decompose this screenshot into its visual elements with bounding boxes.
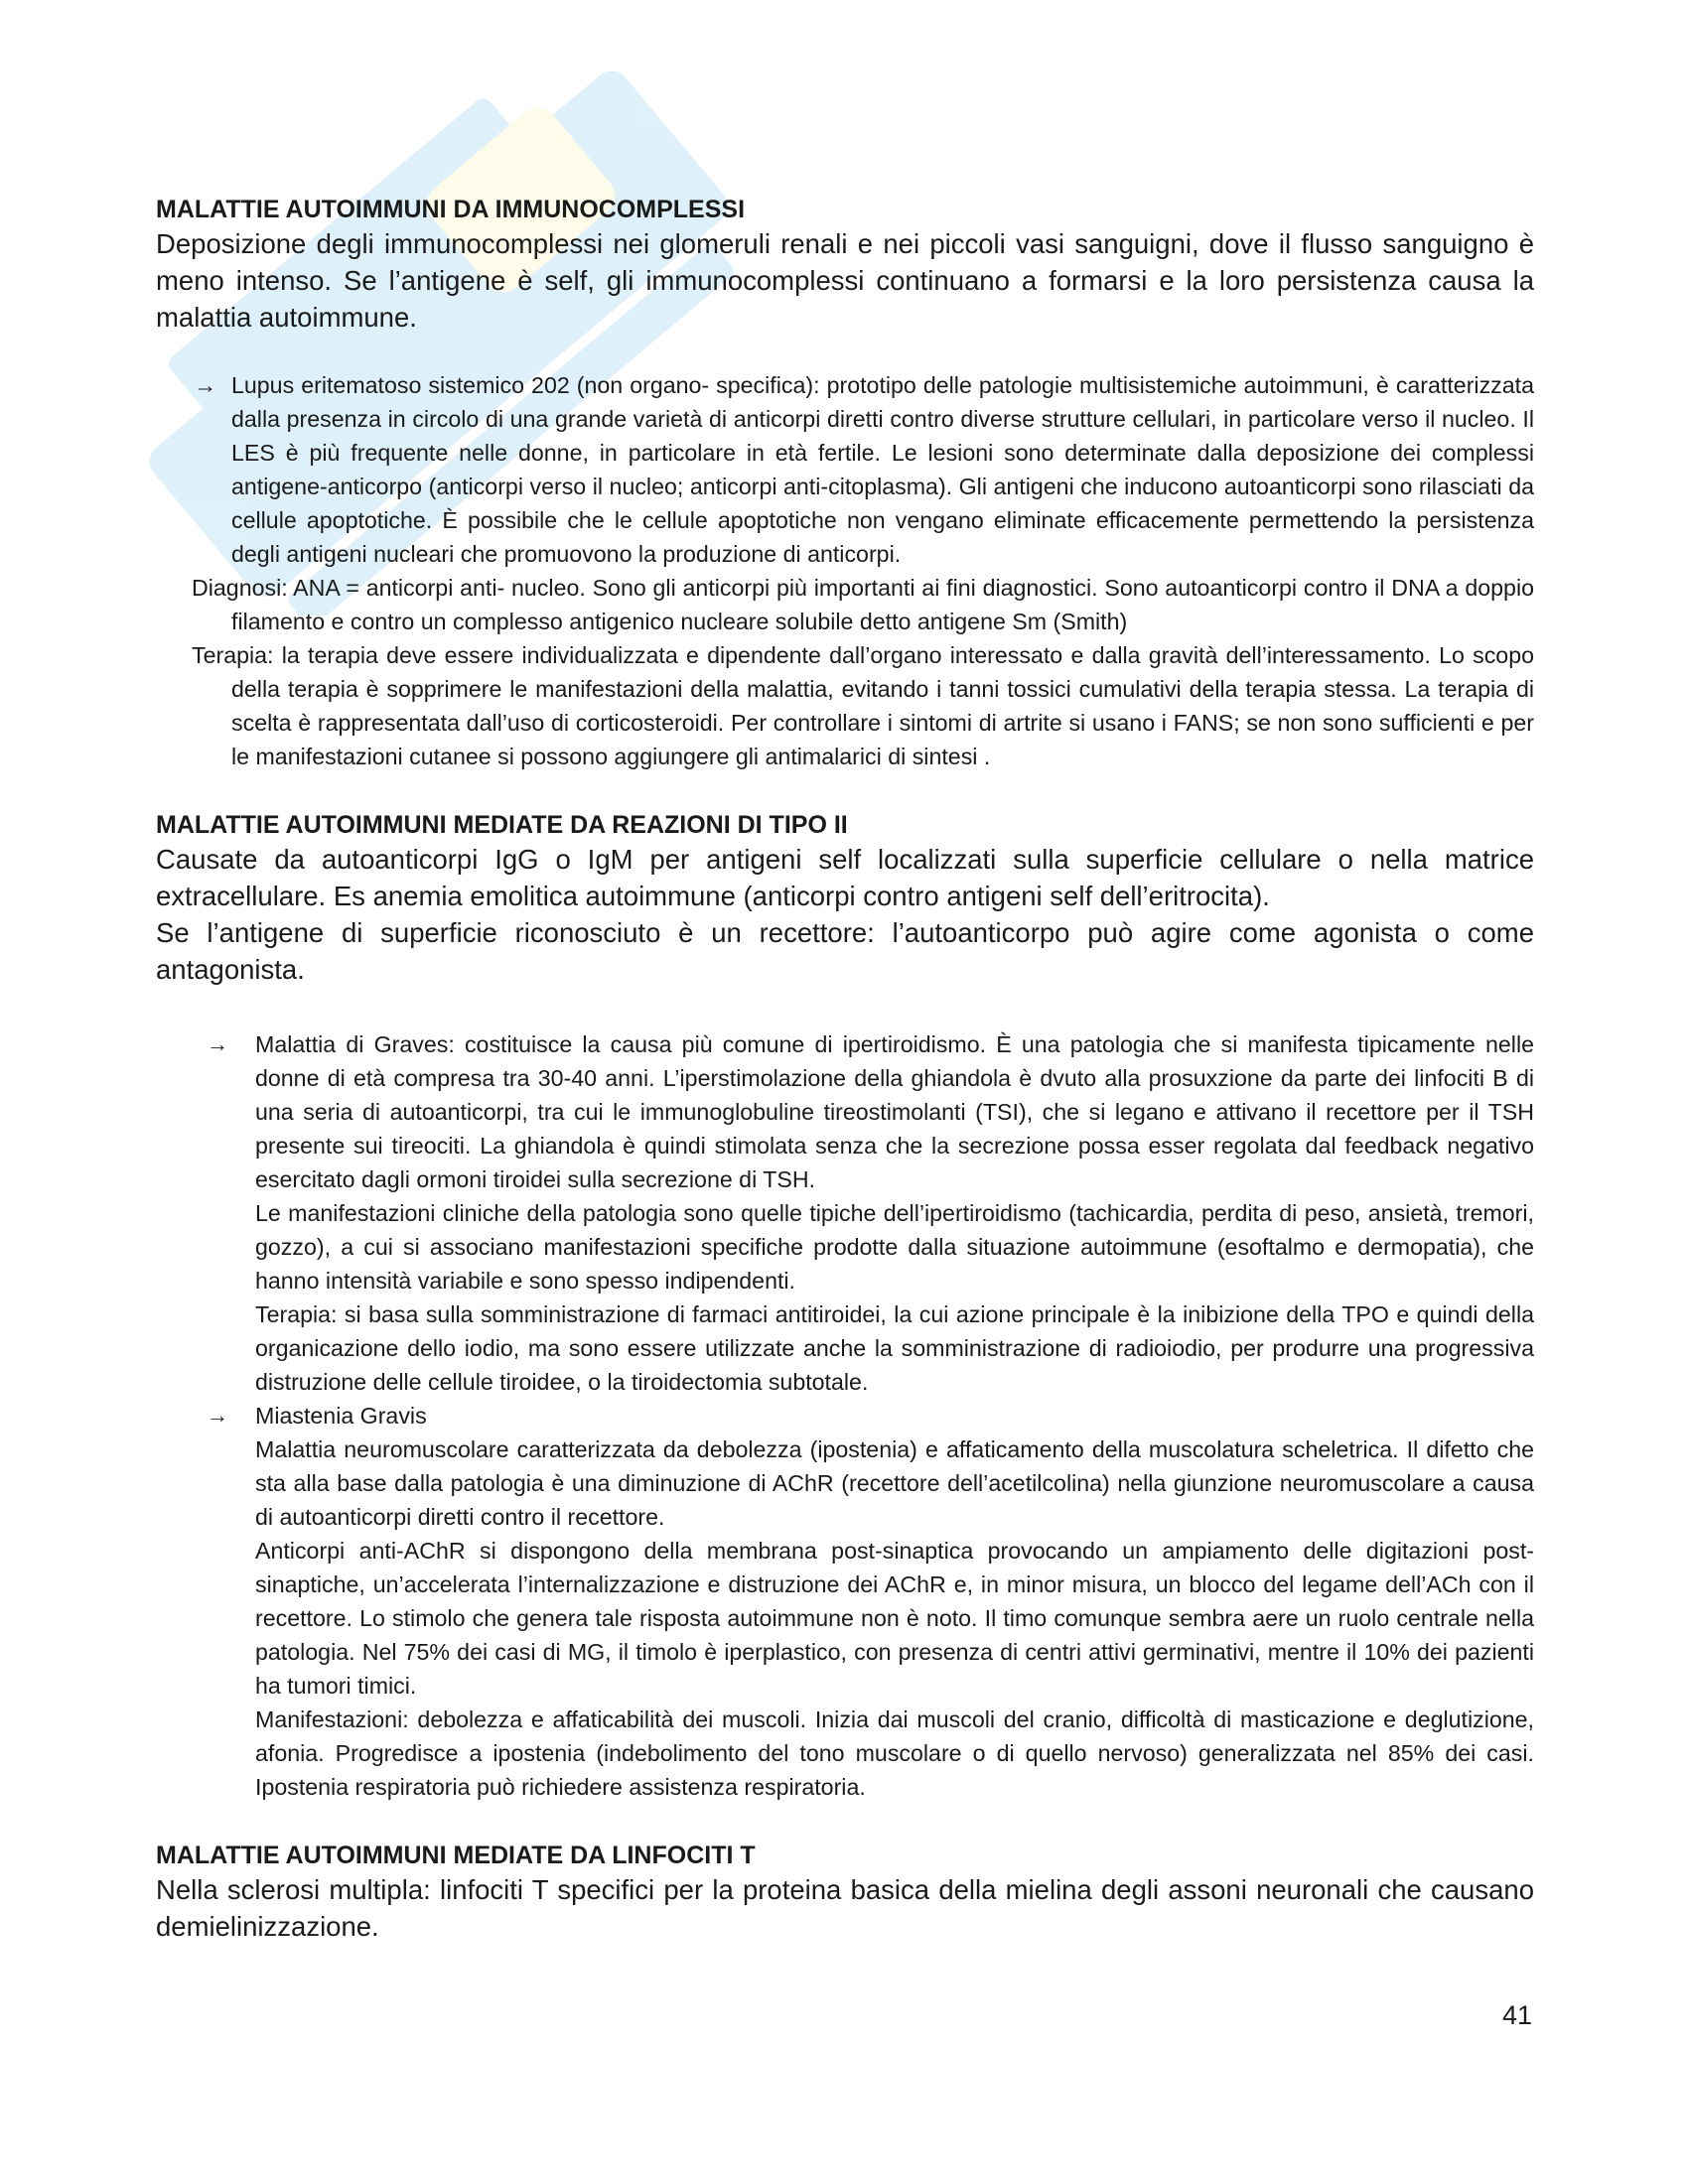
therapy-text: Terapia: la terapia deve essere individualizzata e dipendente dall’organo interessato e dalla gravità dell’interessamento. Lo scopo della terapia è sopprimere le manifestazioni della malattia, evitando i tanni tossici cumulativi della terapia stessa. La terapia di scelta è rappresentata dall’uso di corticosteroidi. Per controllare i sintomi di artrite si usano i FANS; se non sono sufficienti e per le manifestazioni cutanee si possono aggiungere gli antimalarici di sintesi . [192, 642, 1534, 769]
section-heading-tcell: MALATTIE AUTOIMMUNI MEDIATE DA LINFOCITI T [156, 1842, 756, 1869]
type2-intro-2: Se l’antigene di superficie riconosciuto è un recettore: l’autoanticorpo può agire come agonista o come antagonista. [156, 917, 1534, 985]
list-item-myasthenia [156, 1399, 1534, 1804]
myasthenia-paragraph-3: Manifestazioni: debolezza e affaticabilità dei muscoli. Inizia dai muscoli del cranio, difficoltà di masticazione e deglutizione, afonia. Progredisce a ipostenia (indebolimento del tono muscolare o di quello nervoso) generalizzata nel 85% dei casi. Ipostenia respiratoria può richiedere assistenza respiratoria. [255, 1706, 1534, 1800]
myasthenia-paragraph-2: Anticorpi anti-AChR si dispongono della membrana post-sinaptica provocando un ampiamento delle digitazioni post-sinaptiche, un’accelerata l’internalizzazione e distruzione dei AChR e, in minor misura, un blocco del legame dell’ACh con il recettore. Lo stimolo che genera tale risposta autoimmune non è noto. Il timo comunque sembra aere un ruolo centrale nella patologia. Nel 75% dei casi di MG, il timolo è iperplastico, con presenza di centri attivi germinativi, mentre il 10% dei pazienti ha tumori timici. [255, 1538, 1534, 1699]
arrow-icon: → [207, 1031, 228, 1056]
immunocomplex-intro: Deposizione degli immunocomplessi nei glomeruli renali e nei piccoli vasi sanguigni, dove il flusso sanguigno è meno intenso. Se l’antigene è self, gli immunocomplessi continuano a formarsi e la loro persistenza causa la malattia autoimmune. [156, 228, 1534, 333]
page-number: 41 [1501, 2000, 1532, 2030]
myasthenia-paragraph-1: Malattia neuromuscolare caratterizzata da debolezza (ipostenia) e affaticamento della muscolatura scheletrica. Il difetto che sta alla base dalla patologia è una diminuzione di AChR (recettore dell’acetilcolina) nella giunzione neuromuscolare a causa di autoanticorpi diretti contro il recettore. [255, 1436, 1534, 1530]
diagnosis-text: Diagnosi: ANA = anticorpi anti- nucleo. Sono gli anticorpi più importanti ai fini diagnostici. Sono autoanticorpi contro il DNA a doppio filamento e contro un complesso antigenico nucleare solubile detto antigene Sm (Smith) [192, 575, 1534, 634]
tcell-intro: Nella sclerosi multipla: linfociti T specifici per la proteina basica della mielina degli assoni neuronali che causano demielinizzazione. [156, 1874, 1534, 1942]
section-type2 [156, 809, 1534, 1804]
list-item-lupus [156, 368, 1534, 571]
list-item-graves [156, 1027, 1534, 1399]
lupus-text: Lupus eritematoso sistemico 202 (non organo- specifica): prototipo delle patologie multisistemiche autoimmuni, è caratterizzata dalla presenza in circolo di una grande varietà di anticorpi diretti contro diverse strutture cellulari, in particolare verso il nucleo. Il LES è più frequente nelle donne, in particolare in età fertile. Le lesioni sono determinate dalla deposizione dei complessi antigene-anticorpo (anticorpi verso il nucleo; anticorpi anti-citoplasma). Gli antigeni che inducono autoanticorpi sono rilasciati da cellule apoptotiche. È possibile che le cellule apoptotiche non vengano eliminate efficacemente permettendo la persistenza degli antigeni nucleari che promuovono la produzione di anticorpi. [231, 372, 1534, 567]
myasthenia-title: Miastenia Gravis [255, 1403, 427, 1429]
immunocomplex-items [156, 368, 1534, 773]
graves-paragraph-1: Malattia di Graves: costituisce la causa più comune di ipertiroidismo. È una patologia che si manifesta tipicamente nelle donne di età compresa tra 30-40 anni. L’iperstimolazione della ghiandola è dvuto alla prosuxzione da parte dei linfociti B di una seria di autoanticorpi, tra cui le immunoglobuline tireostimolanti (TSI), che si legano e attivano il recettore per il TSH presente sui tireociti. La ghiandola è quindi stimolata senza che la secrezione possa esser regolata dal feedback negativo esercitato dagli ormoni tiroidei sulla secrezione di TSH. [255, 1031, 1534, 1192]
graves-paragraph-3: Terapia: si basa sulla somministrazione di farmaci antitiroidei, la cui azione principale è la inibizione della TPO e quindi della organicazione dello iodio, ma sono essere utilizzate anche la somministrazione di radioiodio, per produrre una progressiva distruzione delle cellule tiroidee, o la tiroidectomia subtotale. [255, 1301, 1534, 1395]
document-page [156, 194, 1534, 1945]
arrow-icon: → [207, 1403, 228, 1428]
section-tcell [156, 1840, 1534, 1945]
arrow-icon: → [194, 372, 217, 398]
section-heading-immunocomplex: MALATTIE AUTOIMMUNI DA IMMUNOCOMPLESSI [156, 196, 746, 223]
type2-intro-1: Causate da autoanticorpi IgG o IgM per antigeni self localizzati sulla superficie cellulare o nella matrice extracellulare. Es anemia emolitica autoimmune (anticorpi contro antigeni self dell’eritrocita). [156, 844, 1534, 911]
type2-items [156, 1027, 1534, 1804]
graves-paragraph-2: Le manifestazioni cliniche della patologia sono quelle tipiche dell’ipertiroidismo (tachicardia, perdita di peso, ansietà, tremori, gozzo), a cui si associano manifestazioni specifiche prodotte dalla situazione autoimmune (esoftalmo e dermopatia), che hanno intensità variabile e sono spesso indipendenti. [255, 1200, 1534, 1294]
section-heading-type2: MALATTIE AUTOIMMUNI MEDIATE DA REAZIONI DI TIPO II [156, 811, 848, 839]
